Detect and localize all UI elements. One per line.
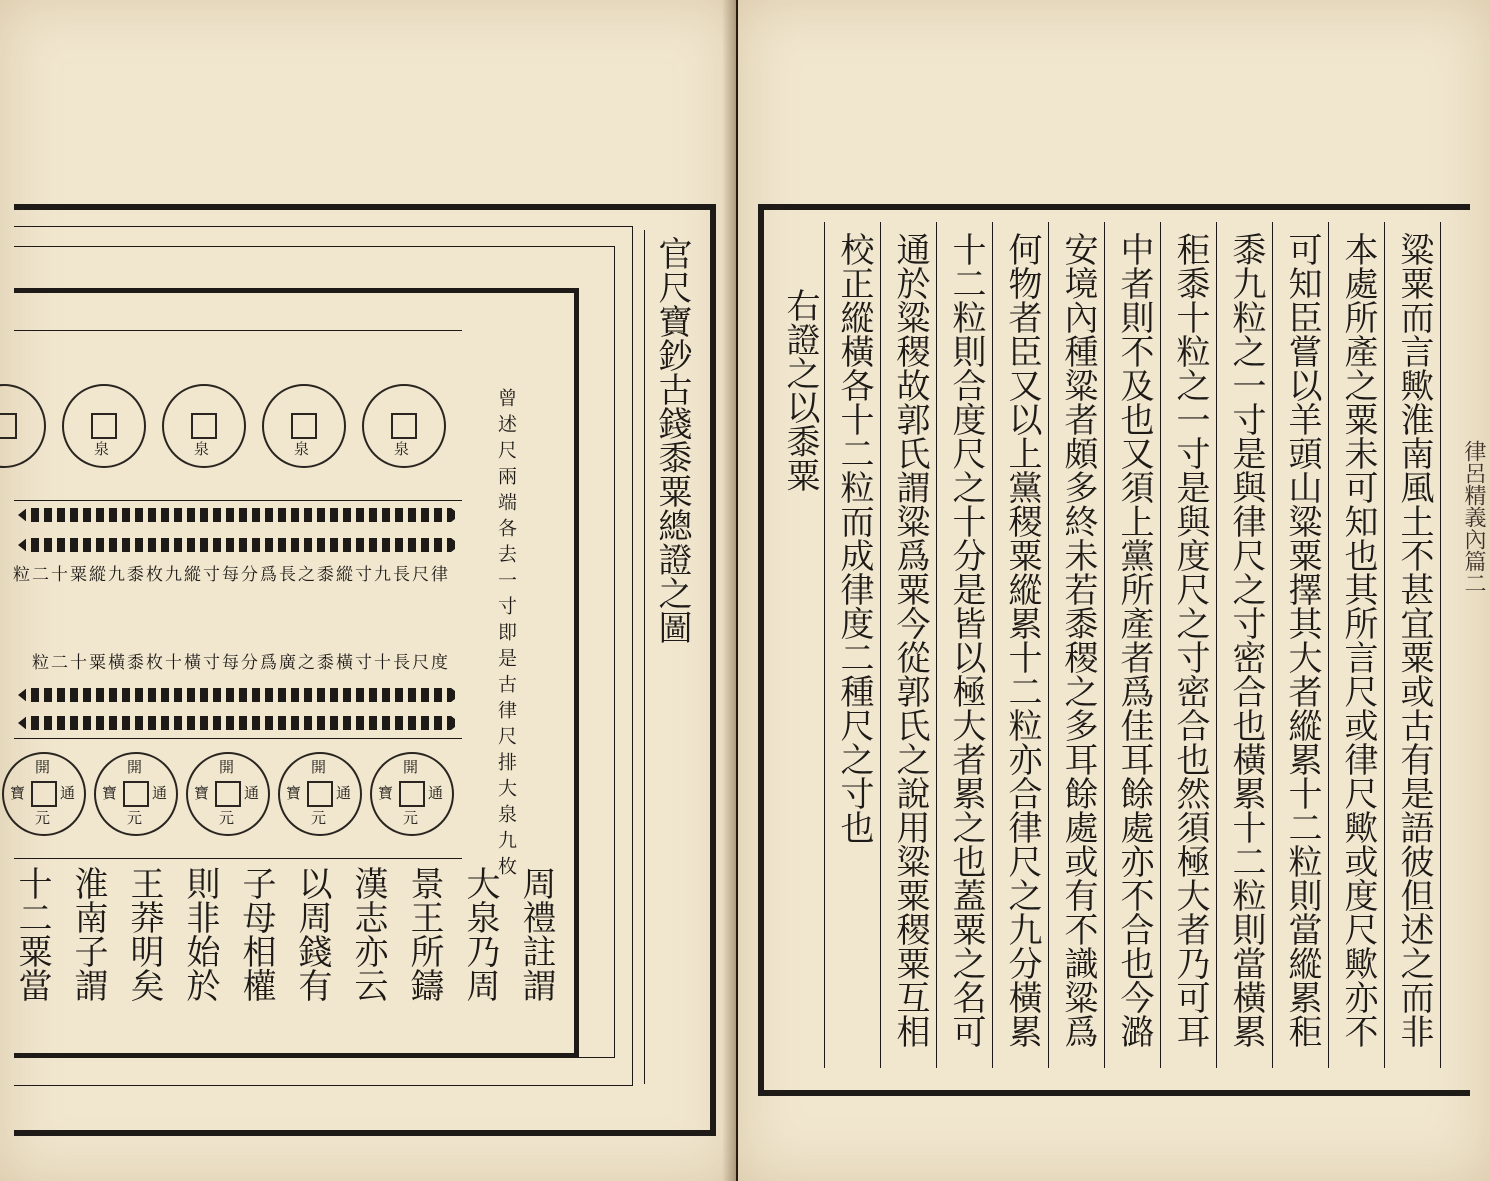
coin-char-right: 通 [244,784,260,802]
coin-char-left: 寶 [378,784,394,802]
grain-row-1 [18,508,460,522]
coin-kaiyuan-3 [186,752,270,836]
coin-kaiyuan-5 [2,752,86,836]
grain-row-4 [18,716,460,730]
left-text-col-1: 周禮註謂 [516,866,556,1002]
left-text-col-10: 十二粟當 [12,866,52,1002]
diagram-title: 官尺寶鈔古錢黍粟總證之圖 [652,236,692,644]
left-text-col-9: 淮南子謂 [68,866,108,1002]
right-text-col-6: 中者則不及也又須上黨所產者爲佳耳餘處亦不合也今潞 [1114,232,1154,1048]
right-text-col-1: 粱粟而言歟淮南風土不甚宜粟或古有是語彼但述之而非 [1394,232,1434,1048]
coin-char-bottom: 元 [219,809,235,827]
coin-char-left: 寶 [286,784,302,802]
left-text-col-3: 景王所鑄 [404,866,444,1002]
left-page [0,0,736,1181]
left-text-col-4: 漢志亦云 [348,866,388,1002]
left-text-col-5: 以周錢有 [292,866,332,1002]
coin-kaiyuan-1 [370,752,454,836]
left-text-col-6: 子母相權 [236,866,276,1002]
grain-row-2 [18,538,460,552]
fore-edge-title: 律呂精義內篇二 [1461,440,1486,594]
coin-char-top: 開 [311,758,327,776]
right-page [738,0,1490,1181]
right-text-col-2: 本處所產之粟未可知也其所言尺或律尺歟或度尺歟亦不 [1338,232,1378,1048]
coin-char: 泉 [394,440,410,458]
coin-daquan-4 [62,384,146,468]
coin-daquan-3 [162,384,246,468]
right-text-col-12: 右證之以黍粟 [780,288,820,492]
coin-char-left: 寶 [10,784,26,802]
coin-char-top: 開 [403,758,419,776]
right-text-col-10: 通於粱稷故郭氏謂粱爲粟今從郭氏之說用粱粟稷粟互相 [890,232,930,1048]
coin-char-bottom: 元 [403,809,419,827]
coin-kaiyuan-4 [94,752,178,836]
right-text-col-8: 何物者臣又以上黨稷粟縱累十二粒亦合律尺之九分橫累 [1002,232,1042,1048]
coin-char-top: 開 [219,758,235,776]
row-label-du-chi: 度尺長十寸橫黍之廣爲分每寸橫十枚黍橫粟十二粒 [32,653,450,673]
coin-char-right: 通 [336,784,352,802]
right-text-col-7: 安境內種粱者頗多終未若黍稷之多耳餘處或有不識粱爲 [1058,232,1098,1048]
row-label-lu-chi: 律尺長九寸縱黍之長爲分每寸縱九枚黍九縱粟十二粒 [13,565,450,585]
coin-char-right: 通 [428,784,444,802]
title-divider [644,230,645,1084]
coin-char: 泉 [194,440,210,458]
right-text-col-11: 校正縱橫各十二粒而成律度二種尺之寸也 [834,232,874,844]
coin-daquan-1 [362,384,446,468]
coin-char-left: 寶 [194,784,210,802]
coin-char-right: 通 [152,784,168,802]
left-text-col-7: 則非始於 [180,866,220,1002]
coin-row-bottom-line [14,500,462,501]
left-text-col-8: 王莽明矣 [124,866,164,1002]
right-text-col-9: 十二粒則合度尺之十分是皆以極大者累之也蓋粟之名可 [946,232,986,1048]
coin-char-right: 通 [60,784,76,802]
coin-char-top: 開 [127,758,143,776]
grain-row-3 [18,688,460,702]
coin-char: 泉 [94,440,110,458]
coin-char-bottom: 元 [127,809,143,827]
coin-char: 泉 [294,440,310,458]
coin-char-bottom: 元 [311,809,327,827]
coin-daquan-2 [262,384,346,468]
coin-row-top-line [14,330,462,331]
coin-kaiyuan-2 [278,752,362,836]
coin-row2-bottom-line [14,858,462,859]
diagram-note: 曾述尺兩端各去一寸即是古律尺排大泉九枚 [495,388,517,882]
left-text-col-2: 大泉乃周 [460,866,500,1002]
coin-char-bottom: 元 [35,809,51,827]
right-text-col-5: 秬黍十粒之一寸是與度尺之寸密合也然須極大者乃可耳 [1170,232,1210,1048]
coin-row2-top-line [14,738,462,739]
right-text-col-3: 可知臣嘗以羊頭山粱粟擇其大者縱累十二粒則當縱累秬 [1282,232,1322,1048]
right-text-col-4: 黍九粒之一寸是與律尺之寸密合也橫累十二粒則當橫累 [1226,232,1266,1048]
coin-char-top: 開 [35,758,51,776]
coin-char-left: 寶 [102,784,118,802]
